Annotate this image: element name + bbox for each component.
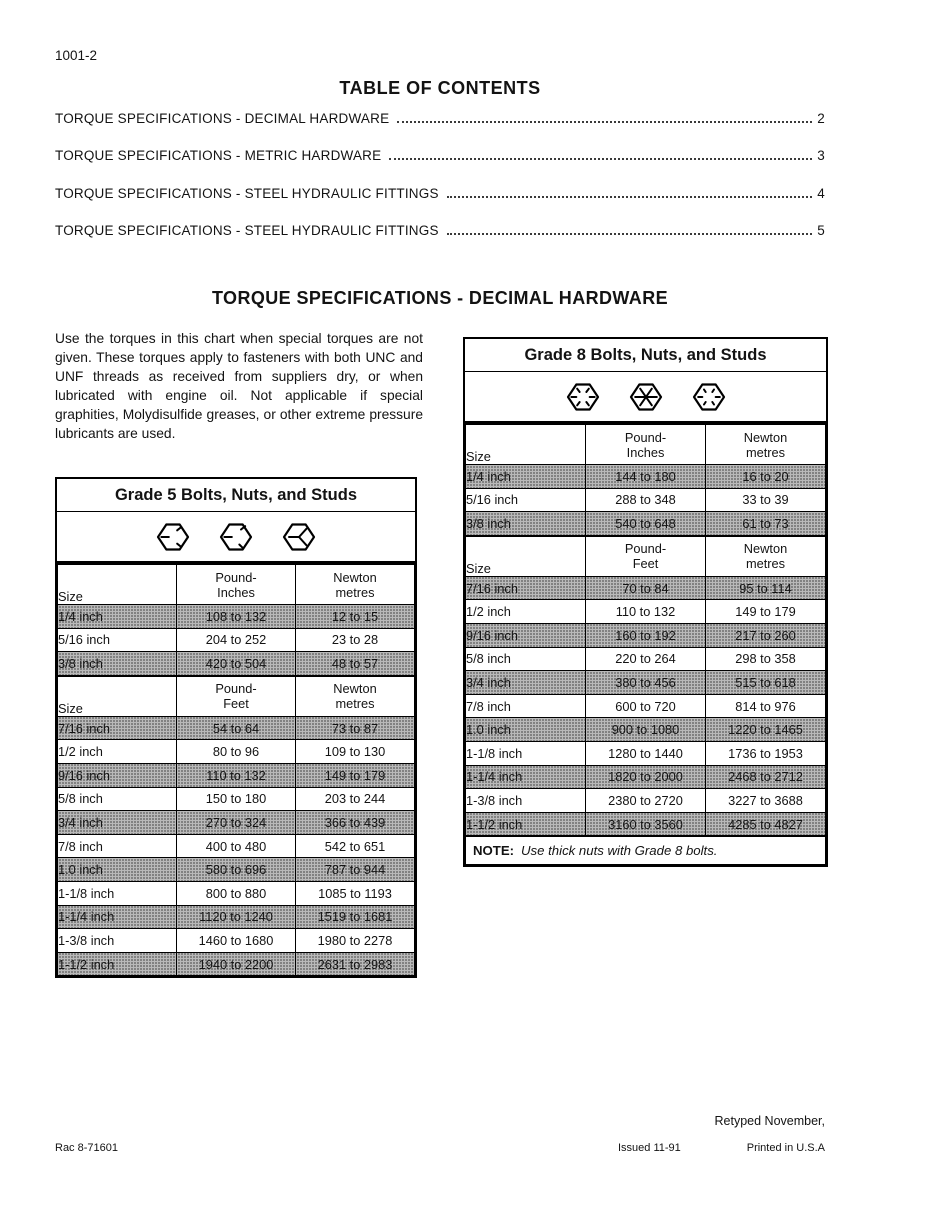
footer-issued-date: Issued 11-91 bbox=[618, 1142, 681, 1154]
size-cell: 1-1/4 inch bbox=[58, 905, 177, 929]
table-row bbox=[58, 763, 415, 787]
toc-entry-page-number: 3 bbox=[817, 148, 825, 164]
torque-unit-column-header: Pound- Inches bbox=[177, 564, 296, 605]
torque-value-cell: 3227 to 3688 bbox=[706, 789, 826, 813]
table-row bbox=[58, 905, 415, 929]
toc-title: TABLE OF CONTENTS bbox=[339, 78, 541, 98]
torque-value-cell: 149 to 179 bbox=[706, 600, 826, 624]
torque-value-cell: 3160 to 3560 bbox=[586, 812, 706, 836]
newton-metres-column-header: Newton metres bbox=[706, 536, 826, 577]
table-row bbox=[466, 647, 826, 671]
torque-value-cell: 204 to 252 bbox=[177, 628, 296, 652]
torque-value-cell: 48 to 57 bbox=[296, 652, 415, 676]
toc-list bbox=[55, 111, 825, 261]
size-cell: 1-1/8 inch bbox=[466, 741, 586, 765]
torque-value-cell: 61 to 73 bbox=[706, 512, 826, 536]
size-cell: 3/4 inch bbox=[58, 811, 177, 835]
torque-value-cell: 580 to 696 bbox=[177, 858, 296, 882]
hex-bolt-head-3-dashes-icon bbox=[153, 520, 193, 554]
toc-entry-label: TORQUE SPECIFICATIONS - STEEL HYDRAULIC FITTINGS bbox=[55, 185, 439, 201]
torque-value-cell: 787 to 944 bbox=[296, 858, 415, 882]
torque-value-cell: 160 to 192 bbox=[586, 623, 706, 647]
torque-value-cell: 220 to 264 bbox=[586, 647, 706, 671]
toc-entry-label: TORQUE SPECIFICATIONS - STEEL HYDRAULIC FITTINGS bbox=[55, 223, 439, 239]
size-column-header: Size bbox=[58, 564, 177, 605]
torque-value-cell: 380 to 456 bbox=[586, 671, 706, 695]
size-cell: 1-3/8 inch bbox=[58, 929, 177, 953]
hex-bolt-head-6-dashes-icon bbox=[689, 380, 729, 414]
table-row bbox=[466, 718, 826, 742]
torque-value-cell: 217 to 260 bbox=[706, 623, 826, 647]
toc-dotted-leader bbox=[397, 111, 812, 123]
torque-unit-column-header: Pound- Inches bbox=[586, 424, 706, 465]
newton-metres-column-header: Newton metres bbox=[706, 424, 826, 465]
size-cell: 1/2 inch bbox=[58, 740, 177, 764]
size-cell: 1-3/8 inch bbox=[466, 789, 586, 813]
toc-dotted-leader bbox=[447, 223, 813, 235]
size-column-header: Size bbox=[466, 424, 586, 465]
toc-entry-label: TORQUE SPECIFICATIONS - METRIC HARDWARE bbox=[55, 148, 382, 164]
toc-entry-page-number: 2 bbox=[817, 111, 825, 126]
size-cell: 1/4 inch bbox=[58, 605, 177, 629]
torque-value-cell: 108 to 132 bbox=[177, 605, 296, 629]
table-row bbox=[58, 834, 415, 858]
size-cell: 5/8 inch bbox=[58, 787, 177, 811]
torque-value-cell: 203 to 244 bbox=[296, 787, 415, 811]
size-cell: 1-1/2 inch bbox=[58, 952, 177, 976]
torque-value-cell: 366 to 439 bbox=[296, 811, 415, 835]
torque-value-cell: 54 to 64 bbox=[177, 716, 296, 740]
torque-value-cell: 80 to 96 bbox=[177, 740, 296, 764]
torque-value-cell: 16 to 20 bbox=[706, 465, 826, 489]
torque-value-cell: 2631 to 2983 bbox=[296, 952, 415, 976]
table-row bbox=[466, 465, 826, 489]
torque-value-cell: 1736 to 1953 bbox=[706, 741, 826, 765]
hex-bolt-head-y-mark-icon bbox=[279, 520, 319, 554]
grade5-table-title: Grade 5 Bolts, Nuts, and Studs bbox=[57, 479, 415, 512]
grade8-table-title: Grade 8 Bolts, Nuts, and Studs bbox=[465, 339, 826, 372]
torque-value-cell: 900 to 1080 bbox=[586, 718, 706, 742]
torque-value-cell: 542 to 651 bbox=[296, 834, 415, 858]
size-cell: 1.0 inch bbox=[466, 718, 586, 742]
grade8-note-container bbox=[466, 836, 826, 865]
size-cell: 7/8 inch bbox=[466, 694, 586, 718]
grade5-table bbox=[55, 477, 417, 978]
torque-value-cell: 33 to 39 bbox=[706, 488, 826, 512]
torque-value-cell: 70 to 84 bbox=[586, 576, 706, 600]
torque-value-cell: 800 to 880 bbox=[177, 881, 296, 905]
torque-value-cell: 150 to 180 bbox=[177, 787, 296, 811]
torque-value-cell: 23 to 28 bbox=[296, 628, 415, 652]
torque-unit-column-header: Pound- Feet bbox=[177, 676, 296, 717]
footer-document-code: Rac 8-71601 bbox=[55, 1142, 118, 1154]
torque-value-cell: 4285 to 4827 bbox=[706, 812, 826, 836]
size-cell: 3/8 inch bbox=[466, 512, 586, 536]
torque-value-cell: 1980 to 2278 bbox=[296, 929, 415, 953]
toc-entry bbox=[55, 111, 825, 148]
column-header-row bbox=[466, 536, 826, 577]
torque-value-cell: 2380 to 2720 bbox=[586, 789, 706, 813]
torque-value-cell: 1460 to 1680 bbox=[177, 929, 296, 953]
table-row bbox=[58, 881, 415, 905]
grade8-table bbox=[463, 337, 828, 867]
torque-value-cell: 515 to 618 bbox=[706, 671, 826, 695]
note-label: NOTE: bbox=[473, 843, 515, 859]
toc-entry-page-number: 5 bbox=[817, 223, 825, 239]
torque-value-cell: 73 to 87 bbox=[296, 716, 415, 740]
size-cell: 7/16 inch bbox=[58, 716, 177, 740]
column-header-row bbox=[58, 676, 415, 717]
toc-dotted-leader bbox=[389, 148, 812, 160]
size-cell: 5/8 inch bbox=[466, 647, 586, 671]
size-cell: 3/4 inch bbox=[466, 671, 586, 695]
note-row bbox=[466, 836, 826, 865]
torque-value-cell: 1519 to 1681 bbox=[296, 905, 415, 929]
toc-entry bbox=[55, 148, 825, 185]
section-title: TORQUE SPECIFICATIONS - DECIMAL HARDWARE bbox=[211, 288, 668, 308]
size-cell: 1-1/4 inch bbox=[466, 765, 586, 789]
toc-entry bbox=[55, 186, 825, 223]
size-cell: 1.0 inch bbox=[58, 858, 177, 882]
size-cell: 9/16 inch bbox=[58, 763, 177, 787]
size-cell: 1-1/8 inch bbox=[58, 881, 177, 905]
torque-value-cell: 1940 to 2200 bbox=[177, 952, 296, 976]
table-row bbox=[58, 787, 415, 811]
torque-value-cell: 400 to 480 bbox=[177, 834, 296, 858]
grade5-rows bbox=[58, 564, 415, 976]
newton-metres-column-header: Newton metres bbox=[296, 564, 415, 605]
table-row bbox=[466, 623, 826, 647]
table-row bbox=[466, 600, 826, 624]
hex-bolt-head-asterisk-icon bbox=[626, 380, 666, 414]
toc-entry bbox=[55, 223, 825, 260]
table-row bbox=[466, 765, 826, 789]
torque-value-cell: 1120 to 1240 bbox=[177, 905, 296, 929]
torque-value-cell: 1820 to 2000 bbox=[586, 765, 706, 789]
torque-value-cell: 2468 to 2712 bbox=[706, 765, 826, 789]
newton-metres-column-header: Newton metres bbox=[296, 676, 415, 717]
torque-value-cell: 1280 to 1440 bbox=[586, 741, 706, 765]
table-row bbox=[58, 605, 415, 629]
table-row bbox=[58, 716, 415, 740]
column-header-row bbox=[58, 564, 415, 605]
torque-value-cell: 288 to 348 bbox=[586, 488, 706, 512]
torque-value-cell: 1085 to 1193 bbox=[296, 881, 415, 905]
table-row bbox=[466, 694, 826, 718]
hex-bolt-head-3-dashes-icon bbox=[216, 520, 256, 554]
size-cell: 7/8 inch bbox=[58, 834, 177, 858]
intro-paragraph: Use the torques in this chart when special torques are not given. These torques apply to fasteners with both UNC and UNF threads as received from suppliers dry, or when lubricated with engine oil. Not applicable if special graphities, Molydisulfide greases, or other extreme pressure lubricants are used. bbox=[55, 331, 423, 442]
torque-value-cell: 95 to 114 bbox=[706, 576, 826, 600]
torque-unit-column-header: Pound- Feet bbox=[586, 536, 706, 577]
table-row bbox=[58, 740, 415, 764]
torque-value-cell: 110 to 132 bbox=[586, 600, 706, 624]
torque-value-cell: 814 to 976 bbox=[706, 694, 826, 718]
size-cell: 1-1/2 inch bbox=[466, 812, 586, 836]
toc-entry-label: TORQUE SPECIFICATIONS - DECIMAL HARDWARE bbox=[55, 111, 390, 126]
size-column-header: Size bbox=[466, 536, 586, 577]
table-row bbox=[466, 741, 826, 765]
table-row bbox=[58, 652, 415, 676]
torque-value-cell: 110 to 132 bbox=[177, 763, 296, 787]
torque-value-cell: 1220 to 1465 bbox=[706, 718, 826, 742]
hex-bolt-head-6-dashes-icon bbox=[563, 380, 603, 414]
table-row bbox=[466, 512, 826, 536]
torque-value-cell: 270 to 324 bbox=[177, 811, 296, 835]
size-cell: 5/16 inch bbox=[58, 628, 177, 652]
table-row bbox=[58, 952, 415, 976]
column-header-row bbox=[466, 424, 826, 465]
table-row bbox=[466, 488, 826, 512]
size-cell: 1/2 inch bbox=[466, 600, 586, 624]
page-number: 1001-2 bbox=[55, 48, 98, 63]
grade8-spec-grid bbox=[465, 423, 826, 865]
grade5-spec-grid bbox=[57, 563, 415, 976]
table-row bbox=[466, 789, 826, 813]
toc-entry-page-number: 4 bbox=[817, 185, 825, 201]
size-cell: 5/16 inch bbox=[466, 488, 586, 512]
table-row bbox=[466, 671, 826, 695]
toc-dotted-leader bbox=[447, 186, 813, 198]
torque-value-cell: 12 to 15 bbox=[296, 605, 415, 629]
footer-retyped-note: Retyped November, bbox=[714, 1114, 825, 1128]
torque-value-cell: 144 to 180 bbox=[586, 465, 706, 489]
table-row bbox=[58, 811, 415, 835]
table-row bbox=[58, 858, 415, 882]
size-cell: 7/16 inch bbox=[466, 576, 586, 600]
table-row bbox=[58, 628, 415, 652]
torque-value-cell: 149 to 179 bbox=[296, 763, 415, 787]
size-cell: 9/16 inch bbox=[466, 623, 586, 647]
footer-printed-note: Printed in U.S.A bbox=[746, 1142, 825, 1154]
torque-value-cell: 420 to 504 bbox=[177, 652, 296, 676]
note-text: Use thick nuts with Grade 8 bolts. bbox=[521, 843, 718, 859]
torque-value-cell: 298 to 358 bbox=[706, 647, 826, 671]
table-row bbox=[466, 812, 826, 836]
size-cell: 3/8 inch bbox=[58, 652, 177, 676]
table-row bbox=[466, 576, 826, 600]
torque-value-cell: 109 to 130 bbox=[296, 740, 415, 764]
grade8-rows bbox=[466, 424, 826, 836]
grade8-bolt-head-icons-row bbox=[465, 372, 826, 423]
size-column-header: Size bbox=[58, 676, 177, 717]
torque-value-cell: 540 to 648 bbox=[586, 512, 706, 536]
table-row bbox=[58, 929, 415, 953]
size-cell: 1/4 inch bbox=[466, 465, 586, 489]
torque-value-cell: 600 to 720 bbox=[586, 694, 706, 718]
grade5-bolt-head-icons-row bbox=[57, 512, 415, 563]
